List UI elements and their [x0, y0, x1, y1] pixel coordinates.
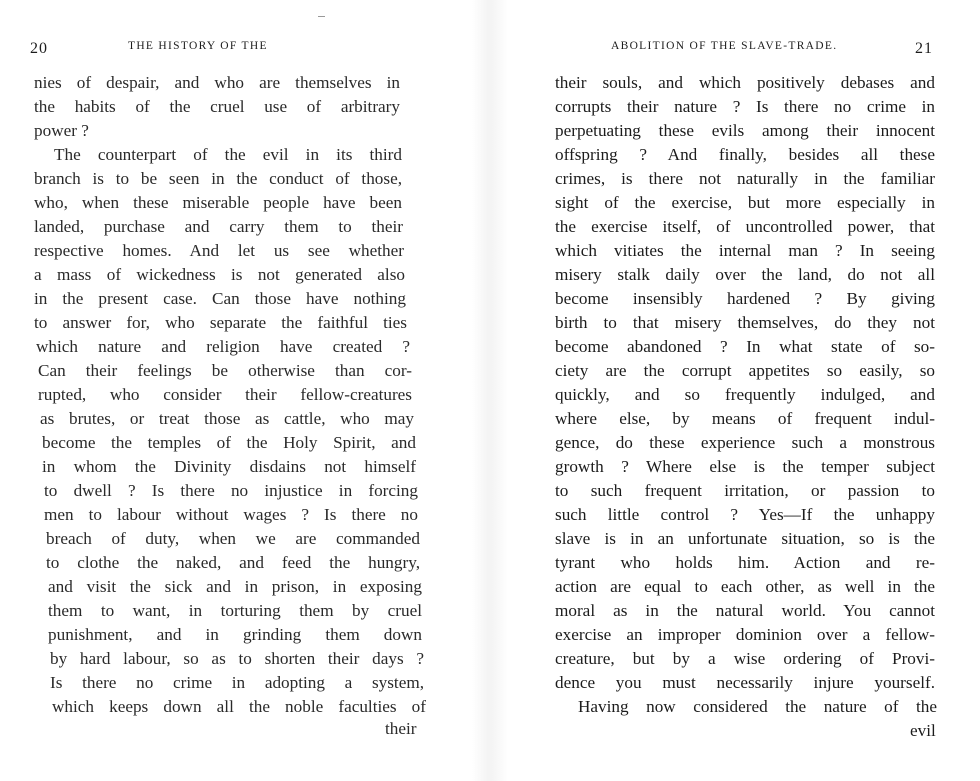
text-line: tyrant who holds him. Action and re-: [555, 553, 935, 572]
text-line: the exercise itself, of uncontrolled power, that: [555, 217, 935, 236]
left-page: [0, 0, 470, 781]
text-line: power ?: [34, 121, 89, 140]
text-line: branch is to be seen in the conduct of those,: [34, 169, 402, 188]
running-head: ABOLITION OF THE SLAVE-TRADE.: [611, 40, 838, 52]
text-line: to clothe the naked, and feed the hungry,: [46, 553, 420, 572]
text-line: and visit the sick and in prison, in exposing: [48, 577, 422, 596]
text-line: which keeps down all the noble faculties of: [52, 697, 426, 716]
text-line: rupted, who consider their fellow-creatures: [38, 385, 412, 404]
text-line: landed, purchase and carry them to their: [34, 217, 403, 236]
text-line: Having now considered the nature of the: [578, 697, 937, 716]
text-line: crimes, is there not naturally in the familiar: [555, 169, 935, 188]
text-line: to answer for, who separate the faithful ties: [34, 313, 407, 332]
text-line: slave is in an unfortunate situation, so is the: [555, 529, 935, 548]
text-line: nies of despair, and who are themselves in: [34, 73, 400, 92]
text-line: Can their feelings be otherwise than cor-: [38, 361, 412, 380]
text-line: them to want, in torturing them by cruel: [48, 601, 422, 620]
text-line: who, when these miserable people have been: [34, 193, 402, 212]
text-line: become insensibly hardened ? By giving: [555, 289, 935, 308]
text-line: which nature and religion have created ?: [36, 337, 410, 356]
text-line: punishment, and in grinding them down: [48, 625, 422, 644]
text-line: by hard labour, so as to shorten their days ?: [50, 649, 424, 668]
text-line: Is there no crime in adopting a system,: [50, 673, 424, 692]
text-line: moral as in the natural world. You cannot: [555, 601, 935, 620]
right-page: [510, 0, 980, 781]
text-line: corrupts their nature ? Is there no crime in: [555, 97, 935, 116]
text-line: ciety are the corrupt appetites so easily, so: [555, 361, 935, 380]
text-line: to such frequent irritation, or passion to: [555, 481, 935, 500]
text-line: quickly, and so frequently indulged, and: [555, 385, 935, 404]
text-line: breach of duty, when we are commanded: [46, 529, 420, 548]
text-line: such little control ? Yes—If the unhappy: [555, 505, 935, 524]
text-line: perpetuating these evils among their innocent: [555, 121, 935, 140]
text-line: respective homes. And let us see whether: [34, 241, 404, 260]
text-line: exercise an improper dominion over a fellow-: [555, 625, 935, 644]
book-gutter: [472, 0, 508, 781]
text-line: become abandoned ? In what state of so-: [555, 337, 935, 356]
text-line: in whom the Divinity disdains not himself: [42, 457, 416, 476]
text-line: in the present case. Can those have nothing: [34, 289, 406, 308]
text-line: The counterpart of the evil in its third: [54, 145, 402, 164]
page-number: 21: [915, 40, 933, 57]
text-line: where else, by means of frequent indul-: [555, 409, 935, 428]
catchword: their: [385, 719, 417, 738]
catchword: evil: [910, 721, 936, 740]
text-line: their souls, and which positively debases and: [555, 73, 935, 92]
text-line: action are equal to each other, as well in the: [555, 577, 935, 596]
page-number: 20: [30, 40, 48, 57]
text-line: the habits of the cruel use of arbitrary: [34, 97, 400, 116]
text-line: which vitiates the internal man ? In seeing: [555, 241, 935, 260]
text-line: become the temples of the Holy Spirit, and: [42, 433, 416, 452]
text-line: to dwell ? Is there no injustice in forcing: [44, 481, 418, 500]
text-line: growth ? Where else is the temper subject: [555, 457, 935, 476]
text-line: as brutes, or treat those as cattle, who may: [40, 409, 414, 428]
text-line: birth to that misery themselves, do they not: [555, 313, 935, 332]
text-line: sight of the exercise, but more especially in: [555, 193, 935, 212]
text-line: offspring ? And finally, besides all these: [555, 145, 935, 164]
text-line: misery stalk daily over the land, do not all: [555, 265, 935, 284]
text-line: creature, but by a wise ordering of Provi-: [555, 649, 935, 668]
text-line: a mass of wickedness is not generated also: [34, 265, 405, 284]
running-head: THE HISTORY OF THE: [128, 40, 268, 52]
text-line: men to labour without wages ? Is there no: [44, 505, 418, 524]
text-line: dence you must necessarily injure yourself.: [555, 673, 935, 692]
text-line: gence, do these experience such a monstrous: [555, 433, 935, 452]
